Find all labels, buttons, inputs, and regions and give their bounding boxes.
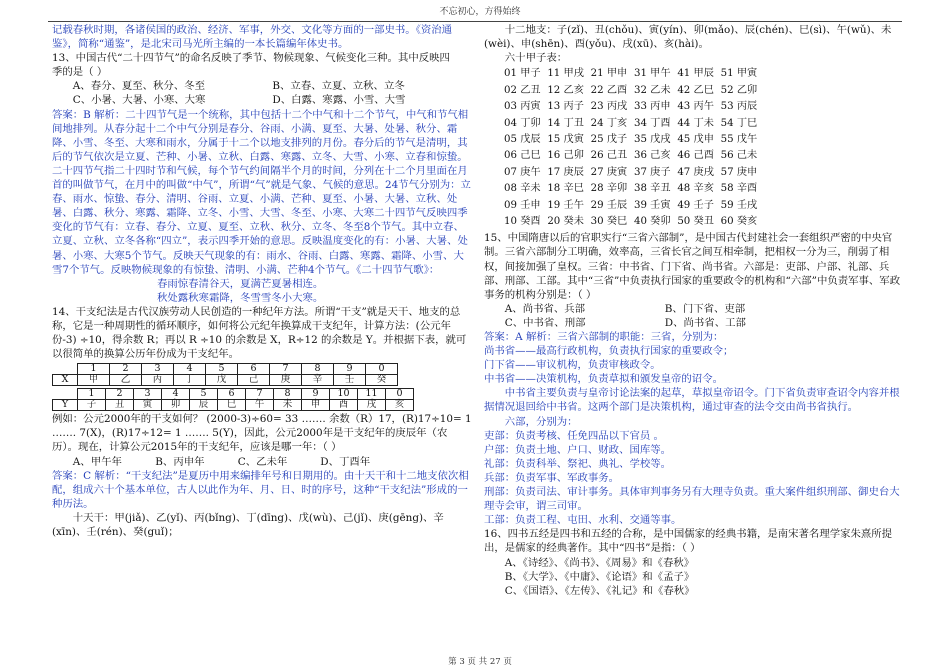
table-cell: 2 — [110, 364, 142, 375]
table-cell: 15 戊寅 — [547, 133, 584, 145]
table-cell: 34 丁酉 — [633, 117, 671, 129]
table-cell: 01 甲子 — [504, 68, 541, 80]
table-cell: 39 壬寅 — [633, 199, 671, 211]
table-cell: 35 戊戌 — [633, 133, 671, 145]
table-cell: 己 — [238, 375, 270, 386]
option: A、尚书省、兵部 — [504, 302, 586, 315]
left-column — [52, 23, 472, 539]
answer-15: 答案：A 解析：三省六部制的职能：三省，分别为： — [484, 331, 724, 343]
liubu-item: 礼部：负责科举、祭祀、典礼、学校等。 — [484, 457, 672, 470]
dizhi-table — [52, 388, 414, 411]
question-13: 季的是（ ） — [52, 66, 108, 79]
table-cell: 27 庚寅 — [590, 166, 628, 178]
table-row — [504, 84, 762, 98]
table-cell: Y — [53, 400, 78, 411]
table-cell: 0 — [386, 389, 414, 400]
option: C、乙未年 — [237, 455, 288, 468]
table-cell: 7 — [246, 389, 274, 400]
option-row — [484, 302, 825, 316]
table-cell: 6 — [218, 389, 246, 400]
table-cell: 02 乙丑 — [504, 84, 541, 96]
table-cell: 26 己丑 — [590, 150, 628, 162]
question-14: 14、干支纪法是古代汉族劳动人民创造的一种纪年方法。所谓“干支”就是天干、地支的总称，它是一种周期性的循环顺序，如何将公元纪年换算成干支纪年，计算方法：(公元年份-3) ÷10，得余数 R；再以 R ÷10 的余数是 X，R÷12 的余数是 Y。并根据下表，就可以很简单的换算公历年份成为干支纪年。 — [52, 305, 467, 361]
table-cell: 卯 — [162, 400, 190, 411]
table-cell: 癸 — [366, 375, 398, 386]
table-cell: 5 — [206, 364, 238, 375]
table-cell: 5 — [190, 389, 218, 400]
table-cell: 16 己卯 — [547, 150, 584, 162]
option: C、小暑、大暑、小寒、大寒 — [72, 94, 206, 107]
table-cell: 25 戊子 — [590, 133, 628, 145]
option: B、《大学》、《中庸》、《论语》和《孟子》 — [504, 570, 695, 583]
question-16: 16、四书五经是四书和五经的合称，是中国儒家的经典书籍，是南宋著名理学家朱熹所提出，是儒家的经典著作。其中“四书”是指：（ ） — [484, 528, 893, 555]
poem-line: 秋处露秋寒霜降，冬雪雪冬小大寒。 — [157, 291, 324, 304]
table-cell: 13 丙子 — [547, 101, 584, 113]
table-cell: 2 — [106, 389, 134, 400]
table-cell: 11 甲戌 — [547, 68, 584, 80]
option: B、立春、立夏、立秋、立冬 — [272, 80, 405, 93]
table-cell: 庚 — [270, 375, 302, 386]
table-cell: 45 戊申 — [677, 133, 714, 145]
table-cell: 辛 — [302, 375, 334, 386]
table-cell: 58 辛酉 — [720, 183, 758, 195]
table-cell: 57 庚申 — [720, 166, 758, 178]
table-cell: 28 辛卯 — [590, 183, 628, 195]
table-cell: 06 己巳 — [504, 150, 541, 162]
table-cell: 21 甲申 — [590, 68, 628, 80]
table-cell: 59 壬戌 — [720, 199, 758, 211]
table-row — [504, 199, 762, 213]
table-cell: 05 戊辰 — [504, 133, 541, 145]
table-cell: 07 庚午 — [504, 166, 541, 178]
option-row — [52, 93, 472, 107]
table-cell: 31 甲午 — [633, 68, 671, 80]
table-cell: 戌 — [358, 400, 386, 411]
option: A、甲午年 — [72, 455, 122, 468]
table-cell: 08 辛未 — [504, 183, 541, 195]
table-cell: 47 庚戌 — [677, 166, 714, 178]
table-row — [53, 400, 414, 411]
text-line: 鉴》，简称“通鉴”，是北宋司马光所主编的一本长篇编年体史书。 — [52, 38, 349, 51]
table-cell: 42 乙巳 — [677, 84, 714, 96]
table-cell: 壬 — [334, 375, 366, 386]
table-cell: 8 — [274, 389, 302, 400]
table-row — [504, 166, 762, 180]
option-row — [52, 79, 472, 93]
liubu-title: 六部，分别为： — [504, 415, 578, 428]
tiangan-table — [52, 363, 398, 386]
table-cell: 53 丙辰 — [720, 101, 758, 113]
table-cell: 寅 — [134, 400, 162, 411]
table-cell: 55 戊午 — [720, 133, 758, 145]
table-row — [504, 117, 762, 131]
liubu-item: 户部：负责土地、户口、财政、国库等。 — [484, 443, 672, 456]
table-cell: 51 甲寅 — [720, 68, 758, 80]
tiangan-line: 十天干：甲(jiǎ)、乙(yǐ)、丙(bǐng)、丁(dīng)、戊(wù)、己(jǐ)、庚(gēng)、辛(xīn)、壬(rén)、癸(guǐ)； — [52, 511, 444, 538]
table-cell: 19 壬午 — [547, 199, 584, 211]
option-row — [52, 455, 403, 469]
option: C、《国语》、《左传》、《礼记》和《春秋》 — [504, 584, 695, 597]
table-row — [504, 182, 762, 196]
table-cell: 0 — [366, 364, 398, 375]
table-cell: 40 癸卯 — [633, 215, 671, 227]
table-cell: 亥 — [386, 400, 414, 411]
question-13: 13、中国古代“二十四节气”的命名反映了季节、物候现象、气候变化三种。其中反映四 — [52, 52, 450, 65]
table-cell: X — [53, 375, 78, 386]
table-cell: 30 癸巳 — [590, 215, 628, 227]
liubu-item: 刑部：负责司法、审计事务。具体审判事务另有大理寺负责。重大案件组织刑部、御史台大理寺会审，谓三司审。 — [484, 486, 900, 513]
table-row — [504, 149, 762, 163]
table-cell: 36 己亥 — [633, 150, 671, 162]
sansheng-item: 门下省——审议机构，负责审核政令。 — [484, 359, 661, 372]
table-cell: 乙 — [110, 375, 142, 386]
question-15: 15、中国隋唐以后的官职实行“三省六部制”，是中国古代封建社会一套组织严密的中央官制。三省六部制分工明确，效率高，三省长官之间互相牵制，把相权一分为三，削弱了相权，间接加强了皇权。三省：中书省、门下省、尚书省。六部是：吏部、户部、礼部、兵部、刑部、工部。其中“三省”中负责执行国家的重要政令的机构和“六部”中负责军事、军政事务的机构分别是：（ ） — [484, 232, 901, 301]
table-cell: 4 — [162, 389, 190, 400]
table-cell: 03 丙寅 — [504, 101, 541, 113]
table-cell: 甲 — [78, 375, 110, 386]
table-cell: 32 乙未 — [633, 84, 671, 96]
table-cell: 22 乙酉 — [590, 84, 628, 96]
table-cell: 23 丙戌 — [590, 101, 628, 113]
table-cell: 14 丁丑 — [547, 117, 584, 129]
option: B、丙申年 — [155, 455, 205, 468]
table-cell: 巳 — [218, 400, 246, 411]
table-cell: 43 丙午 — [677, 101, 714, 113]
table-cell: 60 癸亥 — [720, 215, 758, 227]
table-cell: 11 — [358, 389, 386, 400]
dizhi-line: 十二地支：子(zǐ)、丑(chǒu)、寅(yín)、卯(mǎo)、辰(chén)、巳(sì)、午(wǔ)、未(wèi)、申(shēn)、酉(yǒu)、戌(xū)、亥(hài)。 — [484, 24, 892, 51]
option: A、春分、夏至、秋分、冬至 — [72, 80, 205, 93]
table-cell: 丁 — [174, 375, 206, 386]
table-cell: 1 — [78, 364, 110, 375]
table-cell: 12 乙亥 — [547, 84, 584, 96]
option: A、《诗经》、《尚书》、《周易》和《春秋》 — [504, 556, 695, 569]
table-row — [504, 100, 762, 114]
table-cell: 38 辛丑 — [633, 183, 671, 195]
question-14-example: 例如：公元2000年的干支如何？ (2000-3)÷60= 33 ……. 余数（R）17，(R)17÷10= 1 ……. 7(X)，(R)17÷12= 1 ……. 5(Y)，因此，公元2000年是干支纪年的庚辰年（农历）。现在，计算公元2015年的干支纪年，应该是哪一年：（ ） — [52, 413, 472, 454]
table-cell: 未 — [274, 400, 302, 411]
table-cell: 申 — [302, 400, 330, 411]
table-cell: 50 癸丑 — [677, 215, 714, 227]
table-cell: 44 丁未 — [677, 117, 714, 129]
table-row — [53, 375, 398, 386]
table-cell: 7 — [270, 364, 302, 375]
answer-14: 答案：C 解析：“干支纪法”是夏历中用来编排年号和日期用的。由十天干和十二地支依次相配，组成六十个基本单位，古人以此作为年、月、日、时的序号，这种“干支纪法”形成的一种历法。 — [52, 469, 469, 510]
cycle-title: 六十甲子表： — [504, 52, 568, 65]
option: C、中书省、刑部 — [504, 316, 586, 329]
table-cell: 37 庚子 — [633, 166, 671, 178]
table-cell: 49 壬子 — [677, 199, 714, 211]
table-cell: 9 — [334, 364, 366, 375]
table-row — [504, 215, 762, 229]
sixty-cycle-table — [484, 65, 764, 231]
table-cell: 56 己未 — [720, 150, 758, 162]
zhongshu-paragraph: 中书省主要负责与皇帝讨论法案的起草，草拟皇帝诏令。门下省负责审查诏令内容并根据情况退回给中书省。这两个部门是决策机构，通过审查的法令交由尚书省执行。 — [484, 387, 900, 414]
table-cell: 酉 — [330, 400, 358, 411]
option-row — [484, 316, 825, 330]
page-footer: 第 3 页 共 27 页 — [448, 657, 512, 667]
header-rule — [48, 21, 902, 22]
table-cell: 09 壬申 — [504, 199, 541, 211]
option: D、尚书省、工部 — [664, 316, 746, 329]
sansheng-item: 尚书省——最高行政机构，负责执行国家的重要政令； — [484, 345, 734, 358]
table-cell — [53, 364, 78, 375]
table-cell: 6 — [238, 364, 270, 375]
table-cell: 辰 — [190, 400, 218, 411]
table-cell: 29 壬辰 — [590, 199, 628, 211]
liubu-item: 工部：负责工程、屯田、水利、交通等事。 — [484, 514, 682, 527]
answer-13: 答案：B 解析：二十四节气是一个统称，其中包括十二个中气和十二个节气，中气和节气相间地排列。从春分起十二个中气分别是春分、谷雨、小满、夏至、大暑、处暑、秋分、霜降、小雪、冬至、大寒和雨水，分属于十二个以地支排列的月份。春分后的节气是清明，其后的节气依次是立夏、芒种、小暑、立秋、白露、寒露、立冬、大雪、小寒、立春和惊蛰。二十四节气指二十四时节和气候，每个节气约间隔半个月的时间，分列在十二个月里面在月首的叫做节气，在月中的叫做“中气”，所谓“气”就是气象、气候的意思。24节气分别为：立春、雨水、惊蛰、春分、清明、谷雨、立夏、小满、芒种、夏至、小暑、大暑、立秋、处暑、白露、秋分、寒露、霜降、立冬、小雪、大雪、冬至、小寒、大寒二十四节气反映四季变化的节气有：立春、春分、立夏、夏至、立秋、秋分、立冬、冬至8个节气。其中立春、立夏、立秋、立冬各称“四立”，表示四季开始的意思。反映温度变化的有：小暑、大暑、处暑、小寒、大寒5个节气。反映天气现象的有：雨水、谷雨、白露、寒露、霜降、小雪、大雪7个节气。反映物候现象的有惊蛰、清明、小满、芒种4个节气。《二十四节气歌》： — [52, 108, 471, 276]
table-cell: 48 辛亥 — [677, 183, 714, 195]
option: D、丁酉年 — [320, 455, 371, 468]
page-header: 不忘初心，方得始终 — [439, 7, 521, 17]
option: B、门下省、吏部 — [664, 302, 746, 315]
table-row — [504, 133, 762, 147]
table-cell: 1 — [78, 389, 106, 400]
table-cell: 04 丁卯 — [504, 117, 541, 129]
table-cell — [53, 389, 78, 400]
table-cell: 4 — [174, 364, 206, 375]
table-cell: 17 庚辰 — [547, 166, 584, 178]
liubu-item: 兵部：负责军事、军政事务。 — [484, 471, 620, 484]
table-cell: 41 甲辰 — [677, 68, 714, 80]
table-cell: 10 癸酉 — [504, 215, 541, 227]
table-cell: 33 丙申 — [633, 101, 671, 113]
poem-line: 春雨惊春清谷天，夏满芒夏暑相连。 — [157, 277, 324, 290]
table-cell: 20 癸未 — [547, 215, 584, 227]
table-cell: 戊 — [206, 375, 238, 386]
table-cell: 午 — [246, 400, 274, 411]
table-cell: 3 — [142, 364, 174, 375]
table-cell: 18 辛巳 — [547, 183, 584, 195]
liubu-item: 吏部：负责考核、任免四品以下官员 。 — [484, 429, 664, 442]
table-cell: 丑 — [106, 400, 134, 411]
text-line: 记载春秋时期，各诸侯国的政治、经济、军事，外交、文化等方面的一部史书。《资治通 — [52, 24, 453, 36]
table-cell: 8 — [302, 364, 334, 375]
table-cell: 丙 — [142, 375, 174, 386]
table-cell: 9 — [302, 389, 330, 400]
table-cell: 10 — [330, 389, 358, 400]
table-cell: 46 己酉 — [677, 150, 714, 162]
right-column — [484, 23, 904, 598]
sansheng-item: 中书省——决策机构，负责草拟和颁发皇帝的诏令。 — [484, 373, 723, 386]
table-cell: 52 乙卯 — [720, 84, 758, 96]
table-cell: 54 丁巳 — [720, 117, 758, 129]
option: D、白露、寒露、小雪、大雪 — [272, 94, 406, 107]
table-row — [53, 389, 414, 400]
table-row — [504, 67, 762, 81]
table-cell: 24 丁亥 — [590, 117, 628, 129]
table-cell: 3 — [134, 389, 162, 400]
table-cell: 子 — [78, 400, 106, 411]
